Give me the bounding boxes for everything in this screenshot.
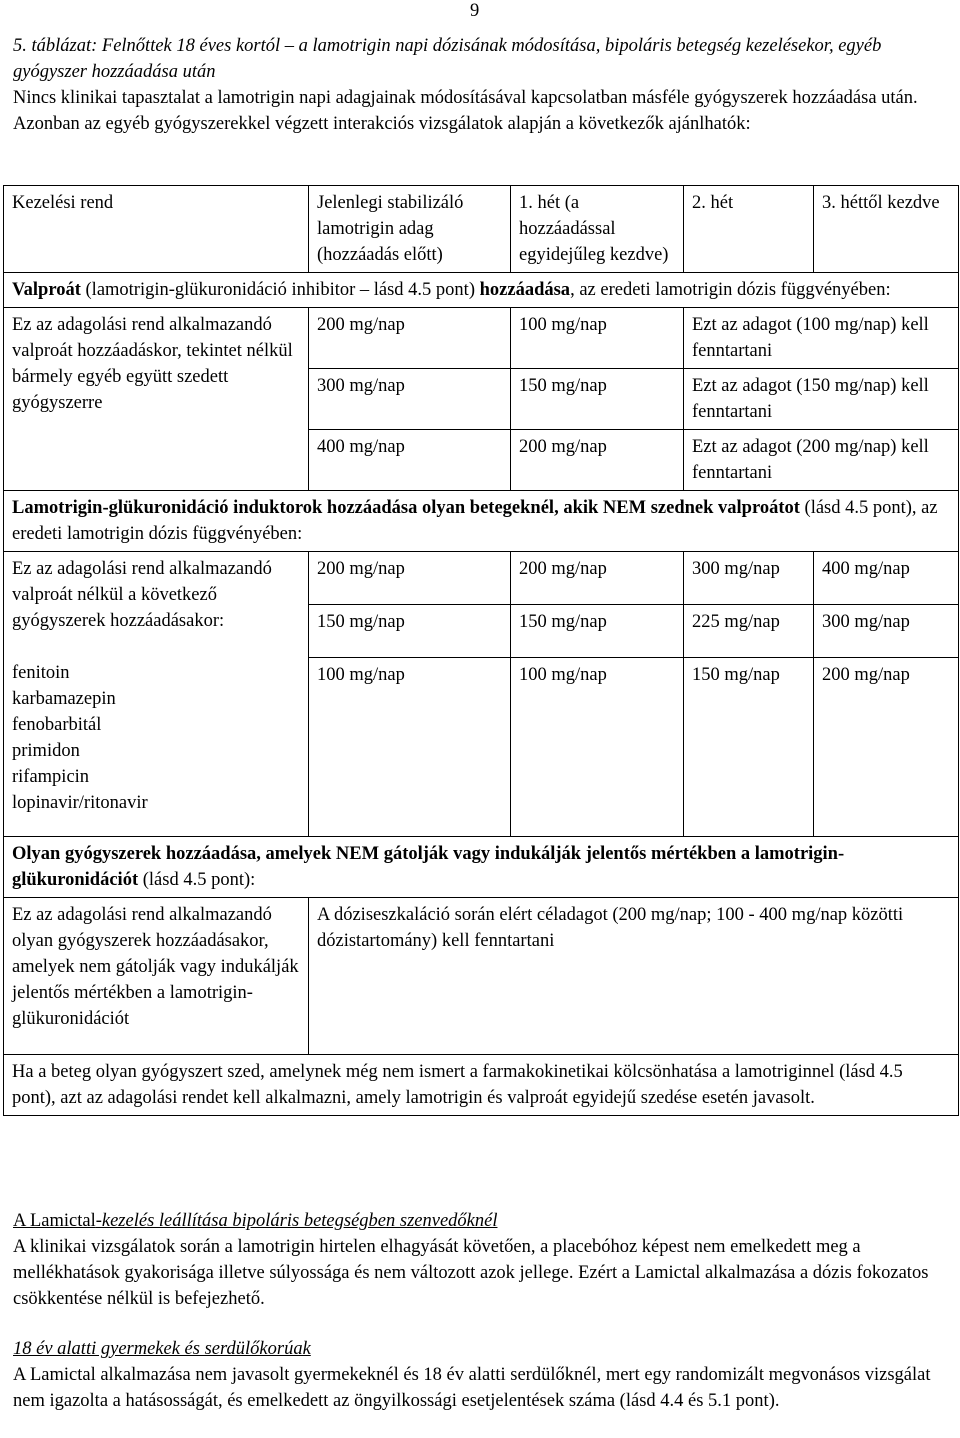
section3-title-normal-1: (lásd 4.5 pont): [138,870,256,890]
maintain-cell: Ezt az adagot (200 mg/nap) kell fenntartani [684,430,959,491]
maintain-cell: Ezt az adagot (100 mg/nap) kell fenntartani [684,308,959,369]
intro-text: Nincs klinikai tapasztalat a lamotrigin napi adagjainak módosításával kapcsolatban másféle gyógyszerek hozzáadása után. Azonban az egyéb gyógyszerekkel végzett interakciós vizsgálatok alapján a következők ajánlhatók: [13,88,918,134]
table-footer: Ha a beteg olyan gyógyszert szed, amelynek még nem ismert a farmakokinetikai kölcsönhatása a lamotriginnel (lásd 4.5 pont), azt az adagolási rendet kell alkalmazni, amely lamotrigin és valproát egyidejű szedése esetén javasolt. [4,1055,959,1116]
drug-item: fenobarbitál [12,715,102,735]
table-caption: 5. táblázat: Felnőttek 18 éves kortól – a lamotrigin napi dózisának módosítása, bipoláris betegség kezelésekor, egyéb gyógyszer hozzáadása után [13,36,882,82]
week1-cell: 100 mg/nap [511,308,684,369]
stop-heading [13,1208,948,1234]
page-number: 9 [470,1,480,21]
section2-title-bold-1: Lamotrigin-glükuronidáció induktorok hozzáadása olyan betegeknél, akik NEM szednek valproátot [12,498,800,518]
section3-title-bold-1: Olyan gyógyszerek hozzáadása, amelyek NEM gátolják vagy indukálják jelentős mértékben a lamotrigin-glükuronidációt [12,844,845,890]
drug-item: lopinavir/ritonavir [12,793,148,813]
intro [13,33,948,137]
section2-regimen-text: Ez az adagolási rend alkalmazandó valproát nélkül a következő gyógyszerek hozzáadásakor: [12,559,272,631]
section1-title-row [4,273,959,308]
section2-title-row [4,491,959,552]
section1-title [4,273,959,308]
section1-title-bold-1: Valproát [12,280,81,300]
week1-cell: 200 mg/nap [511,430,684,491]
drug-item: karbamazepin [12,689,116,709]
week1-cell: 150 mg/nap [511,605,684,658]
current-dose-cell: 100 mg/nap [309,658,511,837]
section1-title-bold-2: hozzáadása [479,280,571,300]
section1-title-normal-1: (lamotrigin-glükuronidáció inhibitor – lásd 4.5 pont) [80,280,480,300]
week3-cell: 400 mg/nap [814,552,959,605]
week2-cell: 300 mg/nap [684,552,814,605]
current-dose-cell: 400 mg/nap [309,430,511,491]
section1-regimen: Ez az adagolási rend alkalmazandó valproát hozzáadáskor, tekintet nélkül bármely egyéb együtt szedett gyógyszerre [4,308,309,491]
header-regimen: Kezelési rend [4,186,309,273]
section1-title-normal-2: , az eredeti lamotrigin dózis függvényében: [570,280,891,300]
header-week-3: 3. héttől kezdve [814,186,959,273]
table-header-row [4,186,959,273]
section2-title-normal-1: (lásd 4.5 pont), az eredeti lamotrigin dózis függvényében: [12,498,938,544]
drug-item: primidon [12,741,80,761]
children-section [13,1336,948,1414]
week2-cell: 225 mg/nap [684,605,814,658]
week1-cell: 100 mg/nap [511,658,684,837]
header-week-1: 1. hét (a hozzáadással egyidejűleg kezdve) [511,186,684,273]
table-row [4,308,959,369]
children-heading: 18 év alatti gyermekek és serdülőkorúak [13,1339,311,1359]
section3-title [4,837,959,898]
drug-item: fenitoin [12,663,70,683]
current-dose-cell: 200 mg/nap [309,308,511,369]
table-row [4,898,959,1055]
children-text: A Lamictal alkalmazása nem javasolt gyermekeknél és 18 év alatti serdülőknél, mert egy randomizált megvonásos vizsgálat nem igazolta a hatásosságát, és emelkedett az öngyilkossági esetjelentések száma (lásd 4.4 és 5.1 pont). [13,1365,931,1411]
current-dose-cell: 200 mg/nap [309,552,511,605]
maintain-cell: Ezt az adagot (150 mg/nap) kell fenntartani [684,369,959,430]
section2-regimen [4,552,309,837]
stop-text: A klinikai vizsgálatok során a lamotrigin hirtelen elhagyását követően, a placebóhoz képest nem emelkedett meg a mellékhatások gyakorisága illetve súlyossága és nem változott azok jellege. Ezért a Lamictal alkalmazása a dózis fokozatos csökkentése nélkül is befejezhető. [13,1237,929,1309]
drug-item: rifampicin [12,767,90,787]
stop-heading-plain: A Lamictal [13,1211,96,1231]
section3-regimen: Ez az adagolási rend alkalmazandó olyan gyógyszerek hozzáadásakor, amelyek nem gátolják vagy indukálják jelentős mértékben a lamotrigin-glükuronidációt [4,898,309,1055]
week3-cell: 200 mg/nap [814,658,959,837]
section3-target: A dóziseszkaláció során elért céladagot (200 mg/nap; 100 - 400 mg/nap közötti dózistartomány) kell fenntartani [309,898,959,1055]
section3-title-row [4,837,959,898]
header-current-dose: Jelenlegi stabilizáló lamotrigin adag (hozzáadás előtt) [309,186,511,273]
week1-cell: 150 mg/nap [511,369,684,430]
week1-cell: 200 mg/nap [511,552,684,605]
stop-heading-italic: -kezelés leállítása bipoláris betegségben szenvedőknél [95,1211,498,1231]
week2-cell: 150 mg/nap [684,658,814,837]
table-row [4,552,959,605]
week3-cell: 300 mg/nap [814,605,959,658]
table-footer-row [4,1055,959,1116]
current-dose-cell: 300 mg/nap [309,369,511,430]
stop-section [13,1208,948,1312]
header-week-2: 2. hét [684,186,814,273]
dose-adjustment-table [3,185,959,1116]
current-dose-cell: 150 mg/nap [309,605,511,658]
section2-title [4,491,959,552]
